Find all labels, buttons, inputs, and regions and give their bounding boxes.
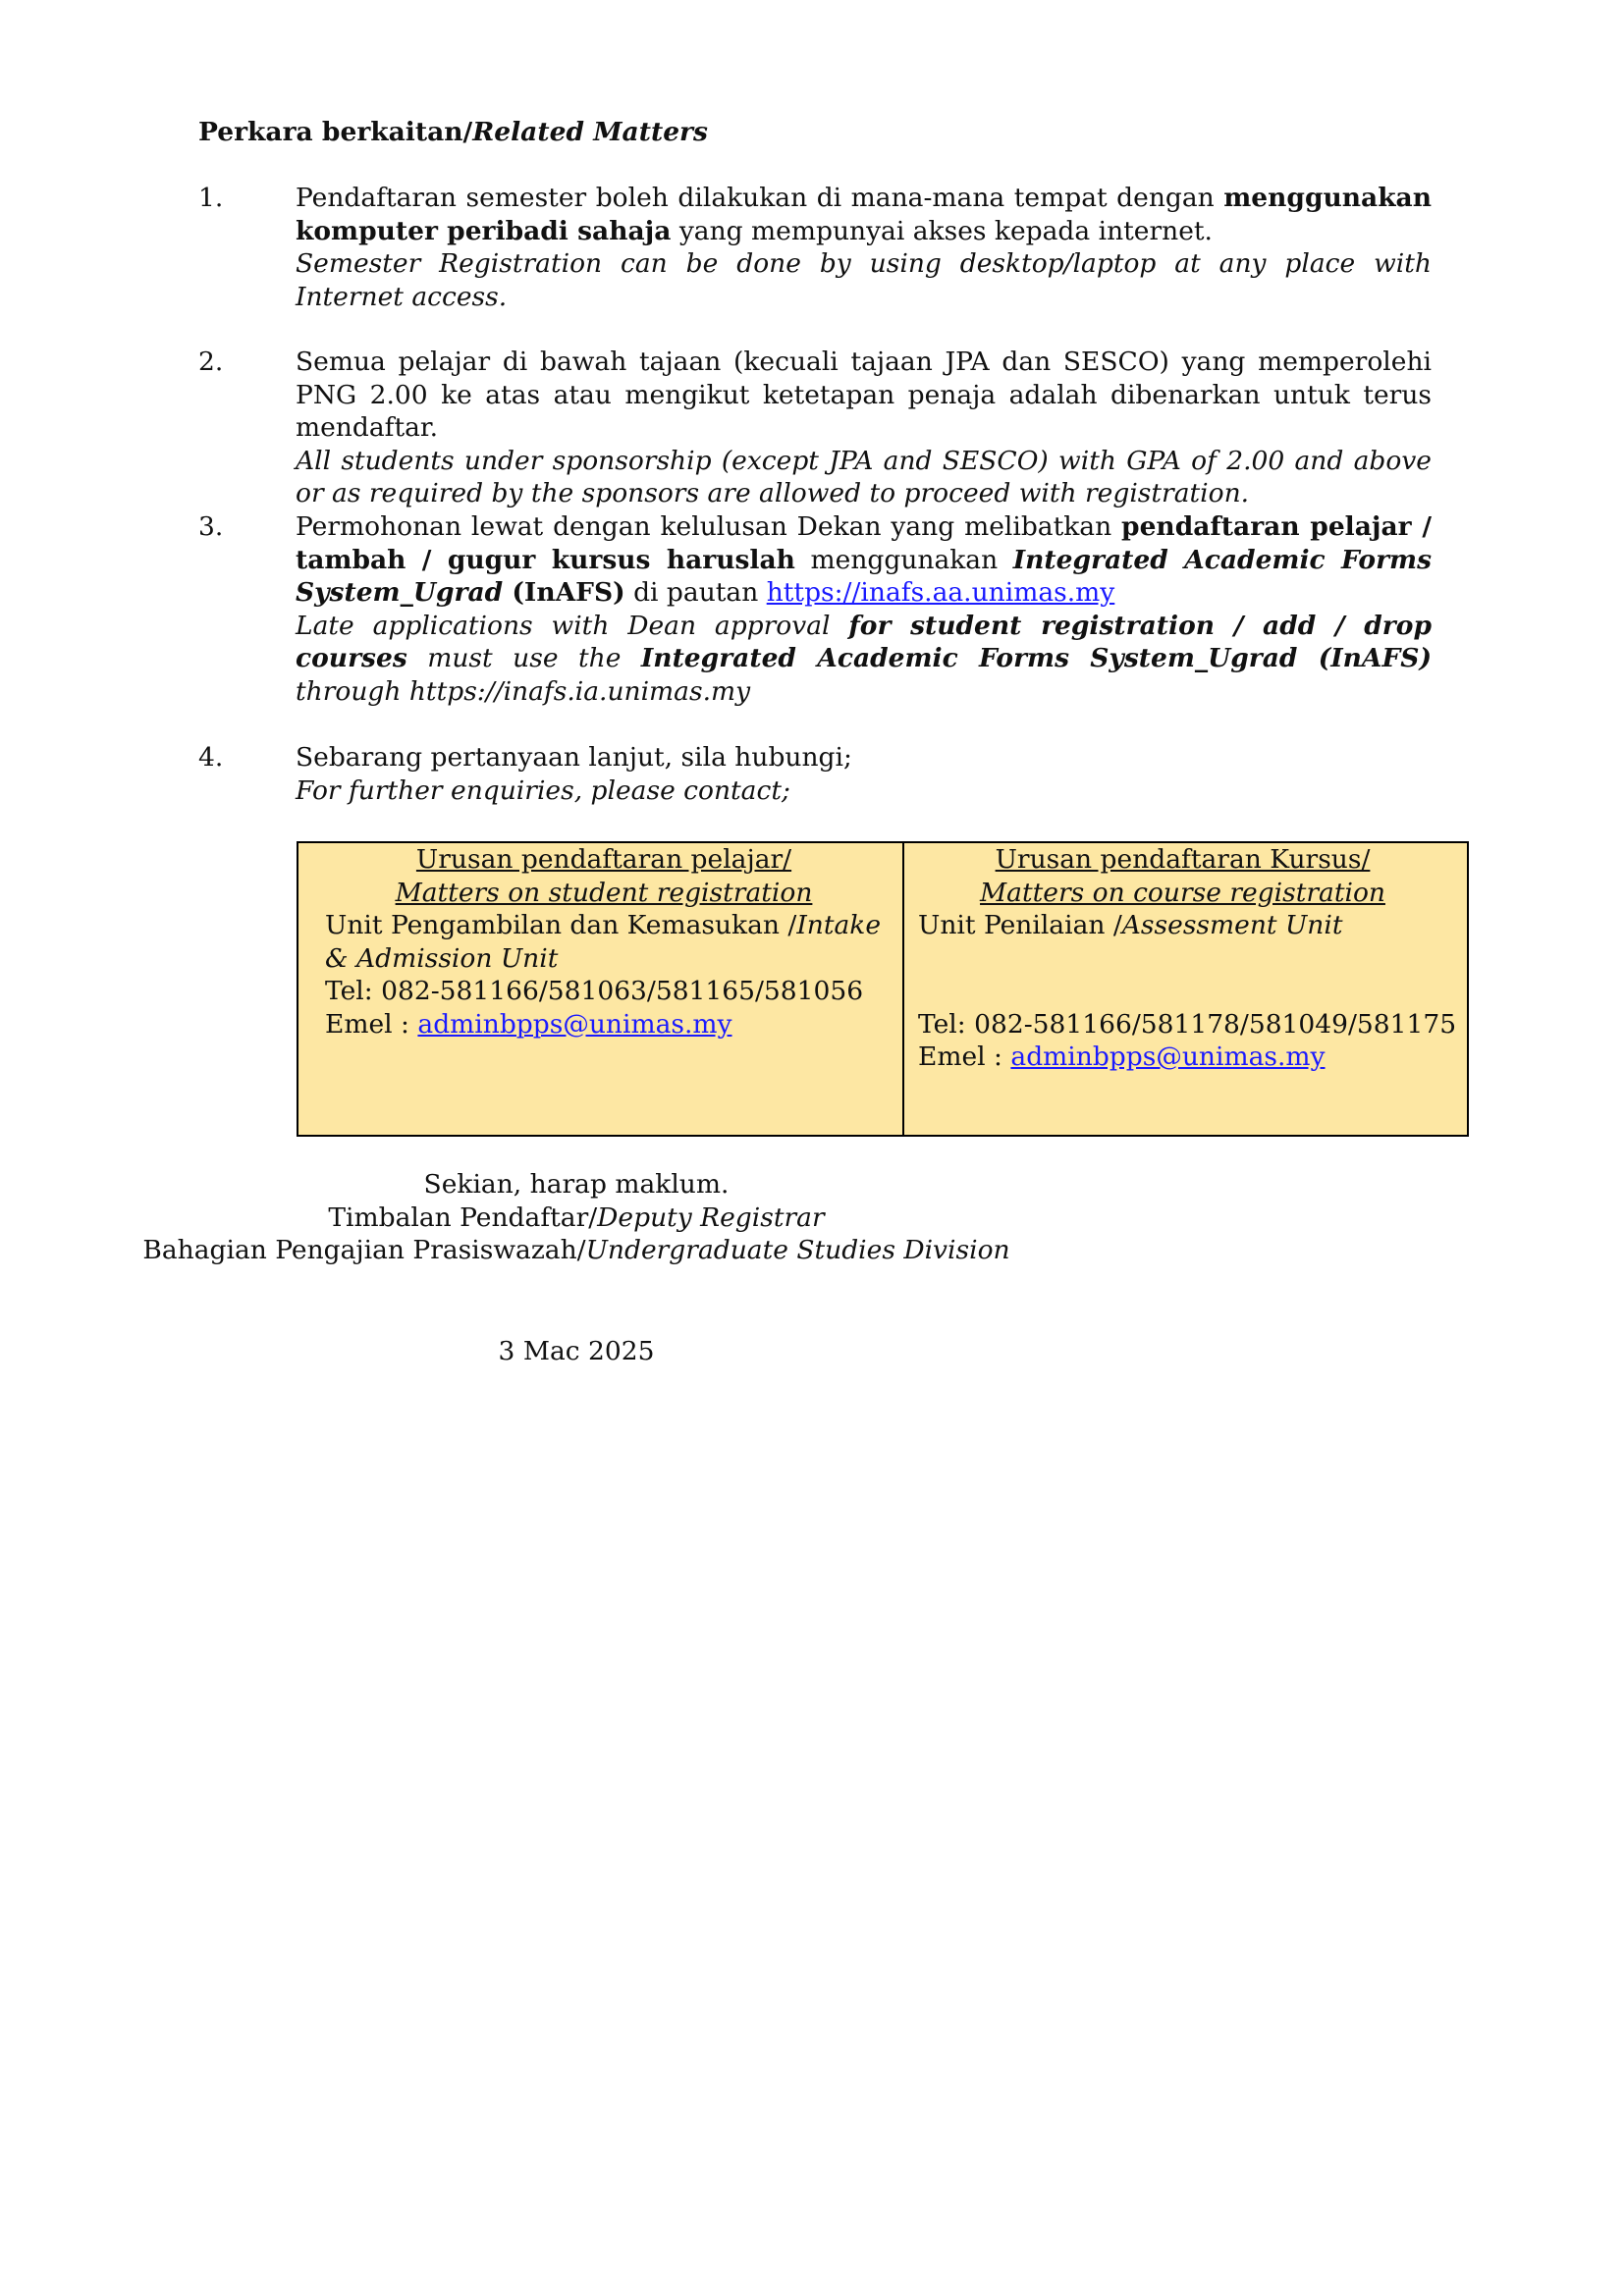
text-span: Timbalan Pendaftar/ (328, 1201, 598, 1233)
closing-line: Sekian, harap maklum. (423, 1169, 730, 1200)
division-name (0, 1234, 1153, 1267)
section-heading (198, 116, 708, 149)
cell-title (918, 843, 1467, 909)
item-text-en: For further enquiries, please contact; (296, 774, 790, 806)
text-span: yang mempunyai akses kepada internet. (671, 215, 1213, 246)
email-link[interactable]: adminbpps@unimas.my (1010, 1041, 1326, 1072)
text-span: must use the (406, 643, 641, 673)
heading-ms: Perkara berkaitan/ (198, 117, 473, 147)
email-label: Emel : (325, 1008, 418, 1040)
item-number: 4. (198, 742, 224, 773)
unit-ms: Unit Penilaian / (918, 910, 1122, 940)
item-number: 2. (198, 347, 224, 377)
cell-title-en: Matters on course registration (980, 877, 1385, 908)
cell-email (325, 1008, 902, 1041)
text-bold: for student registration / add / drop courses (296, 610, 1432, 673)
item-text-en: All students under sponsorship (except JPA and SESCO) with GPA of 2.00 and above or as required by the sponsors are allowed to proceed with registration. (296, 445, 1432, 508)
text-span: Late applications with Dean approval (296, 610, 849, 641)
signatory-title (0, 1201, 1153, 1235)
item-text-ms: Sebarang pertanyaan lanjut, sila hubungi; (296, 742, 852, 773)
item-text-ms: Semua pelajar di bawah tajaan (kecuali tajaan JPA dan SESCO) yang memperolehi PNG 2.00 ke atas atau mengikut ketetapan penaja adalah dibenarkan untuk terus mendaftar. (296, 347, 1432, 443)
cell-email (918, 1041, 1467, 1074)
item-text-ms (296, 510, 1432, 610)
item-body (296, 510, 1432, 708)
item-number: 1. (198, 183, 224, 213)
text-span: Deputy Registrar (597, 1201, 825, 1233)
item-text-en: Semester Registration can be done by using desktop/laptop at any place with Internet access. (296, 248, 1432, 312)
email-label: Emel : (918, 1041, 1011, 1072)
item-text-en (296, 610, 1432, 709)
cell-title-ms: Urusan pendaftaran pelajar/ (415, 844, 792, 875)
inafs-link[interactable]: https://inafs.aa.unimas.my (766, 577, 1115, 608)
text-bold: Integrated Academic Forms System_Ugrad (InAFS) (640, 643, 1432, 673)
text-span: Bahagian Pengajian Prasiswazah/ (142, 1235, 586, 1265)
text-span: menggunakan (794, 544, 1013, 575)
cell-unit (325, 909, 902, 975)
unit-ms: Unit Pengambilan dan Kemasukan / (325, 910, 797, 940)
unit-en: Intake & Admission Unit (325, 910, 882, 974)
cell-title-en: Matters on student registration (395, 877, 813, 908)
text-bold: menggunakan komputer peribadi sahaja (296, 183, 1432, 246)
item-body (296, 346, 1432, 510)
contact-cell-student (298, 843, 904, 1135)
email-link[interactable]: adminbpps@unimas.my (417, 1008, 732, 1040)
closing-block (0, 1168, 1153, 1267)
text-bold-italic: Integrated Academic Forms System_Ugrad (296, 544, 1433, 608)
text-span: Permohonan lewat dengan kelulusan Dekan yang melibatkan (296, 511, 1122, 542)
text-span: through https://inafs.ia.unimas.my (296, 675, 751, 707)
heading-en: Related Matters (472, 117, 708, 147)
text-span: di pautan (624, 577, 767, 608)
text-span: Undergraduate Studies Division (585, 1235, 1010, 1265)
document-date: 3 Mac 2025 (498, 1336, 655, 1366)
cell-unit (918, 909, 1467, 942)
contact-table (297, 841, 1469, 1137)
unit-en: Assessment Unit (1121, 910, 1343, 940)
cell-title (325, 843, 902, 909)
text-bold: pendaftaran pelajar / tambah / gugur kursus haruslah (296, 511, 1432, 575)
item-text-ms (296, 182, 1432, 247)
text-bold: (InAFS) (503, 577, 625, 608)
cell-title-ms: Urusan pendaftaran Kursus/ (995, 844, 1371, 875)
item-body (296, 182, 1432, 313)
item-body (296, 741, 1432, 807)
text-span: Pendaftaran semester boleh dilakukan di mana-mana tempat dengan (296, 183, 1224, 213)
contact-cell-course (904, 843, 1467, 1135)
cell-tel: Tel: 082-581166/581178/581049/581175 (918, 1008, 1457, 1040)
item-number: 3. (198, 511, 224, 542)
cell-tel: Tel: 082-581166/581063/581165/581056 (325, 976, 864, 1006)
